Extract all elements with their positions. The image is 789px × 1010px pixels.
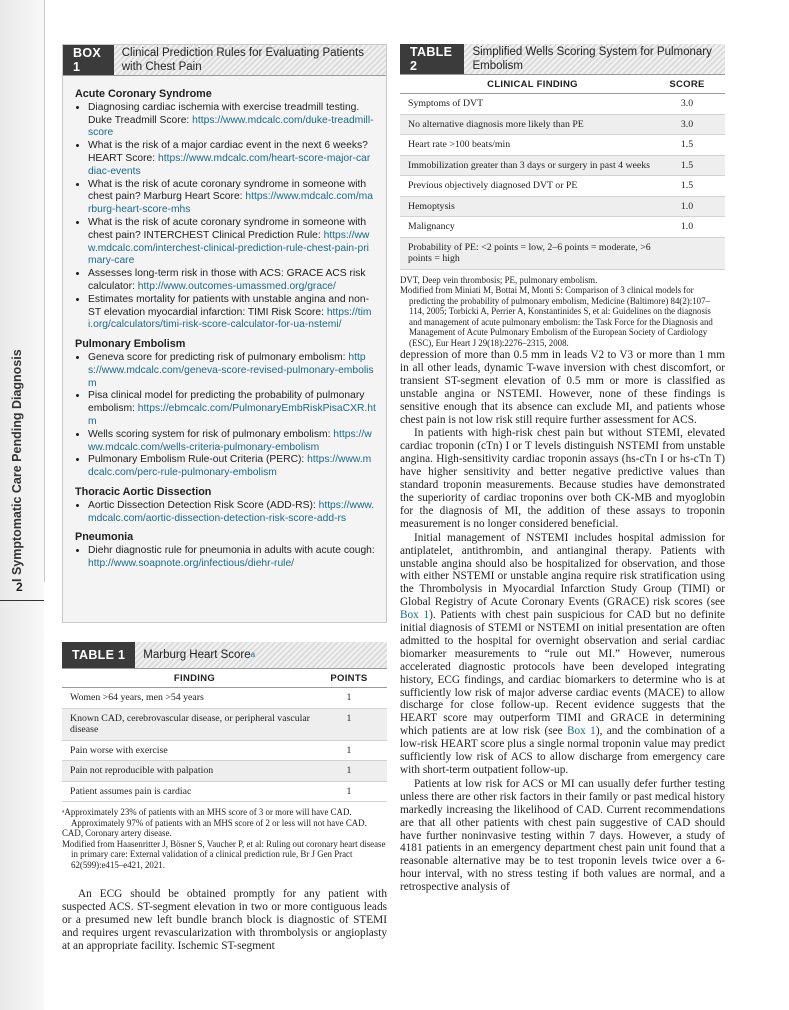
body-paragraph-2: In patients with high-risk chest pain but without STEMI, elevated cardiac troponin (cTn) I or T levels distinguish NSTEMI from unstable angina. High-sensitivity cardiac troponin assays (hs-cTn I or hs-cTn T) have higher sensitivity and better negative predictive values than standard troponin measurements. Because studies have demonstrated the superiority of cardiac troponins over both CK-MB and myoglobin for the diagnosis of MI, the addition of these assays to troponin measurement is no longer considered beneficial.: [400, 427, 725, 530]
table-2-rows: [400, 94, 725, 270]
finding-cell: Symptoms of DVT: [408, 98, 484, 109]
table-row: [400, 217, 725, 238]
page-number: 2: [16, 580, 23, 594]
table-2-footnotes: [400, 275, 725, 349]
finding-cell: Patient assumes pain is cardiac: [70, 785, 192, 797]
finding-cell: Heart rate >100 beats/min: [408, 139, 511, 150]
body-paragraph-3-b: ). Patients with chest pain suspicious for CAD but no definite initial diagnosis of STEMI or NSTEMI on initial presentation are often admitted to the hospital for overnight observation and serial cardiac biomarker measurements to “rule out MI.” However, numerous accelerated diagnostic protocols have been developed integrating history, ECG findings, and cardiac biomarkers to determine who is at sufficiently low risk of major adverse cardiac events (MACE) to allow discharge for close follow-up. Recent evidence suggests that the HEART score may outperform TIMI and GRACE in determining which patients are at low risk (see: [400, 609, 725, 738]
table-1: [62, 642, 387, 871]
finding-cell: Pain worse with exercise: [70, 744, 168, 756]
table-footnote: Modified from Miniati M, Bottai M, Monti S: Comparison of 3 clinical models for predicting the probability of pulmonary embolism, Medicine (Baltimore) 84(2):107–114, 2005; Torbicki A, Perrier A, Konstantinides S, et al: Guidelines on the diagnosis and management of acute pulmonary embolism: the Task Force for the Diagnosis and Management of Acute Pulmonary Embolism of the European Society of Cardiology (ESC), Eur Heart J 29(18):2276–2315, 2008.: [400, 285, 713, 349]
body-paragraph-3-c: ), and the combination of a low-risk HEART score plus a single normal troponin value may predict sufficiently low risk of ACS to allow discharge from emergency care with short-term outpatient follow-up.: [400, 725, 725, 776]
box-1-list-item: [88, 294, 376, 332]
table-row: [62, 741, 387, 762]
box-1-item-text: Pulmonary Embolism Rule-out Criteria (PERC):: [88, 454, 308, 466]
table-2-header: [400, 44, 725, 75]
table-1-footnotes: [62, 807, 387, 871]
calculator-link[interactable]: http://www.outcomes-umassmed.org/grace/: [137, 280, 336, 292]
section-label: I Symptomatic Care Pending Diagnosis: [10, 349, 24, 582]
table-1-header: [62, 642, 387, 669]
table-footnote: CAD, Coronary artery disease.: [62, 828, 172, 839]
box-1-section-heading: Thoracic Aortic Dissection: [75, 485, 212, 498]
table-row: [400, 115, 725, 136]
finding-cell: Previous objectively diagnosed DVT or PE: [408, 180, 578, 191]
table-row: [400, 94, 725, 115]
table-2-column-headers: [400, 75, 725, 94]
table-1-title-wrap: [135, 642, 263, 668]
box-1-item-text: What is the risk of acute coronary syndrome in someone with chest pain? INTERCHEST Clinical Prediction Rule:: [88, 216, 367, 241]
value-cell: 1: [346, 712, 352, 724]
value-cell: 1: [346, 744, 352, 756]
table-footnote: DVT, Deep vein thrombosis; PE, pulmonary embolism.: [400, 274, 598, 285]
table-1-title-mark: a: [250, 650, 256, 659]
value-cell: 1: [346, 765, 352, 776]
box-1-reference-link[interactable]: Box 1: [567, 725, 596, 738]
value-cell: 1.0: [680, 200, 694, 212]
value-cell: 1: [346, 785, 352, 797]
calculator-link[interactable]: https://www.mdcalc.com/wells-criteria-pulmonary-embolism: [88, 428, 372, 453]
box-1-item-list: [75, 545, 376, 571]
box-1-section-heading: Pulmonary Embolism: [75, 338, 186, 351]
table-row: [62, 761, 387, 782]
value-cell: 3.0: [680, 98, 694, 109]
value-cell: [657, 242, 717, 265]
box-1-item-text: Estimates mortality for patients with unstable angina and non-ST elevation myocardial infarction: TIMI Risk Score:: [88, 293, 370, 318]
box-1-list-item: [88, 390, 376, 428]
finding-cell: Probability of PE: <2 points = low, 2–6 points = moderate, >6 points = high: [408, 241, 651, 264]
box-1-list-item: [88, 217, 376, 268]
table-1-tag: TABLE 1: [62, 642, 135, 668]
box-1-section-heading: Pneumonia: [75, 531, 134, 544]
table-row: [400, 238, 725, 270]
box-1-section-heading: Acute Coronary Syndrome: [75, 88, 212, 100]
box-1-tag: BOX 1: [63, 45, 114, 75]
box-1-item-text: Diehr diagnostic rule for pneumonia in adults with acute cough:: [88, 545, 375, 557]
table-row: [400, 197, 725, 218]
box-1-item-text: Geneva score for predicting risk of pulmonary embolism:: [88, 351, 349, 363]
table-2-title: Simplified Wells Scoring System for Pulmonary Embolism: [472, 46, 712, 72]
box-1-item-list: [75, 500, 376, 526]
body-paragraph-3-a: Initial management of NSTEMI includes hospital admission for antiplatelet, antithrombin, and antianginal therapy. Patients with unstable angina should also be hospitalized for observation, and those with either NSTEMI or unstable angina require risk stratification using the Thrombolysis in Myocardial Infarction Study Group (TIMI) or Global Registry of Acute Coronary Events (GRACE) risk scores (see: [400, 531, 725, 609]
box-1-item-text: What is the risk of acute coronary syndrome in someone with chest pain? Marburg Heart Score:: [88, 178, 367, 203]
calculator-link[interactable]: https://www.mdcalc.com/geneva-score-revised-pulmonary-embolism: [88, 351, 374, 389]
box-1-item-text: Wells scoring system for risk of pulmonary embolism:: [88, 428, 334, 440]
box-1-list-item: [88, 454, 376, 480]
calculator-link[interactable]: https://www.mdcalc.com/heart-score-major-cardiac-events: [88, 152, 371, 177]
page-number-rule: [0, 600, 44, 601]
table-footnote: ᵃApproximately 23% of patients with an MHS score of 3 or more will have CAD. Approximately 97% of patients with an MHS score of 2 or less will not have CAD.: [62, 807, 367, 828]
box-1-body: [63, 76, 386, 571]
box-1-list-item: [88, 102, 376, 140]
box-1-list-item: [88, 179, 376, 217]
table-footnote: Modified from Haasenritter J, Bösner S, Vaucher P, et al: Ruling out coronary heart disease in primary care: External validation of a clinical prediction rule, Br J Gen Pract 62(599):e415–e421, 2021.: [62, 838, 386, 870]
box-1-list-item: [88, 429, 376, 455]
table-1-col-points: POINTS: [330, 673, 368, 684]
calculator-link[interactable]: https://www.mdcalc.com/marburg-heart-score-mhs: [88, 191, 373, 216]
calculator-link[interactable]: https://timi.org/calculators/timi-risk-score-calculator-for-ua-nstemi/: [88, 306, 372, 331]
table-1-title: Marburg Heart Score: [143, 649, 251, 661]
table-1-rows: [62, 688, 387, 802]
box-1-header: [63, 45, 386, 76]
box-1-item-list: [75, 352, 376, 480]
box-1-list-item: [88, 140, 376, 178]
finding-cell: No alternative diagnosis more likely than PE: [408, 118, 584, 130]
box-1-list-item: [88, 545, 376, 571]
body-paragraph-3: [400, 532, 725, 777]
table-2-col-score: SCORE: [669, 79, 705, 90]
table-1-col-finding: FINDING: [173, 673, 216, 684]
box-1: [62, 44, 387, 623]
finding-cell: Known CAD, cerebrovascular disease, or peripheral vascular disease: [70, 712, 310, 735]
value-cell: 3.0: [680, 118, 694, 130]
box-1-title: Clinical Prediction Rules for Evaluating Patients with Chest Pain: [121, 47, 364, 73]
box-1-item-list: [75, 102, 376, 332]
value-cell: 1.0: [680, 221, 694, 232]
box-1-item-text: Aortic Dissection Detection Risk Score (ADD-RS):: [88, 499, 319, 511]
value-cell: 1.5: [680, 159, 694, 171]
box-1-item-text: Assesses long-term risk in those with ACS: GRACE ACS risk calculator:: [88, 268, 366, 292]
calculator-link[interactable]: https://ebmcalc.com/PulmonaryEmbRiskPisaCXR.htm: [88, 403, 376, 427]
table-row: [400, 135, 725, 156]
table-row: [400, 176, 725, 197]
table-row: [62, 782, 387, 803]
value-cell: 1: [346, 692, 352, 703]
table-row: [62, 688, 387, 709]
table-row: [400, 156, 725, 177]
box-1-item-text: Pisa clinical model for predicting the probability of pulmonary embolism:: [88, 390, 365, 415]
value-cell: 1.5: [680, 180, 694, 191]
box-1-list-item: [88, 500, 376, 526]
finding-cell: Hemoptysis: [408, 200, 455, 212]
box-1-item-text: Diagnosing cardiac ischemia with exercise treadmill testing. Duke Treadmill Score:: [88, 101, 360, 126]
margin-rule: [44, 0, 45, 582]
right-column-text: [400, 349, 725, 894]
table-2-tag: TABLE 2: [400, 44, 464, 74]
box-1-reference-link[interactable]: Box 1: [400, 609, 430, 622]
value-cell: 1.5: [680, 139, 694, 150]
calculator-link[interactable]: https://www.mdcalc.com/interchest-clinical-prediction-rule-chest-pain-primary-care: [88, 229, 370, 267]
calculator-link[interactable]: https://www.mdcalc.com/duke-treadmill-score: [88, 114, 374, 139]
calculator-link[interactable]: https://www.mdcalc.com/perc-rule-pulmonary-embolism: [88, 454, 372, 479]
box-1-list-item: [88, 268, 376, 294]
calculator-link[interactable]: http://www.soapnote.org/infectious/diehr-rule/: [88, 557, 295, 569]
box-1-item-text: What is the risk of a major cardiac event in the next 6 weeks? HEART Score:: [88, 140, 368, 164]
body-paragraph-left: An ECG should be obtained promptly for any patient with suspected ACS. ST-segment elevation in two or more contiguous leads or a presumed new left bundle branch block is diagnostic of STEMI and requires urgent revascularization with thrombolysis or angioplasty at an appropriate facility. Ischemic ST-segment: [62, 888, 387, 952]
finding-cell: Women >64 years, men >54 years: [70, 692, 204, 703]
table-2: [400, 44, 725, 349]
table-row: [62, 709, 387, 741]
finding-cell: Immobilization greater than 3 days or surgery in past 4 weeks: [408, 159, 650, 171]
table-1-column-headers: [62, 669, 387, 688]
body-paragraph-4: Patients at low risk for ACS or MI can usually defer further testing unless there are other risk factors in their family or past medical history markedly increasing the likelihood of CAD. Current recommendations are that all other patients with chest pain suggestive of CAD should have further noninvasive testing within 7 days. However, a study of 4181 patients in an emergency department chest pain unit found that a reasonable alternative may be to test troponin levels twice over a 6-hour interval, with no stress testing if both values are normal, and a retrospective analysis of: [400, 777, 725, 894]
calculator-link[interactable]: https://www.mdcalc.com/aortic-dissection-detection-risk-score-add-rs: [88, 499, 375, 524]
box-1-list-item: [88, 352, 376, 390]
finding-cell: Pain not reproducible with palpation: [70, 765, 214, 776]
table-2-col-finding: CLINICAL FINDING: [487, 79, 578, 90]
finding-cell: Malignancy: [408, 221, 455, 232]
body-paragraph-1: depression of more than 0.5 mm in leads V2 to V3 or more than 1 mm in all other leads, dynamic T-wave inversion with chest discomfort, or transient ST-segment elevation of 0.5 mm or more is classified as unstable angina or NSTEMI. However, none of these findings is sensitive enough that its absence can exclude MI, and patients whose chest pain is not low risk still require further assessment for ACS.: [400, 349, 725, 426]
